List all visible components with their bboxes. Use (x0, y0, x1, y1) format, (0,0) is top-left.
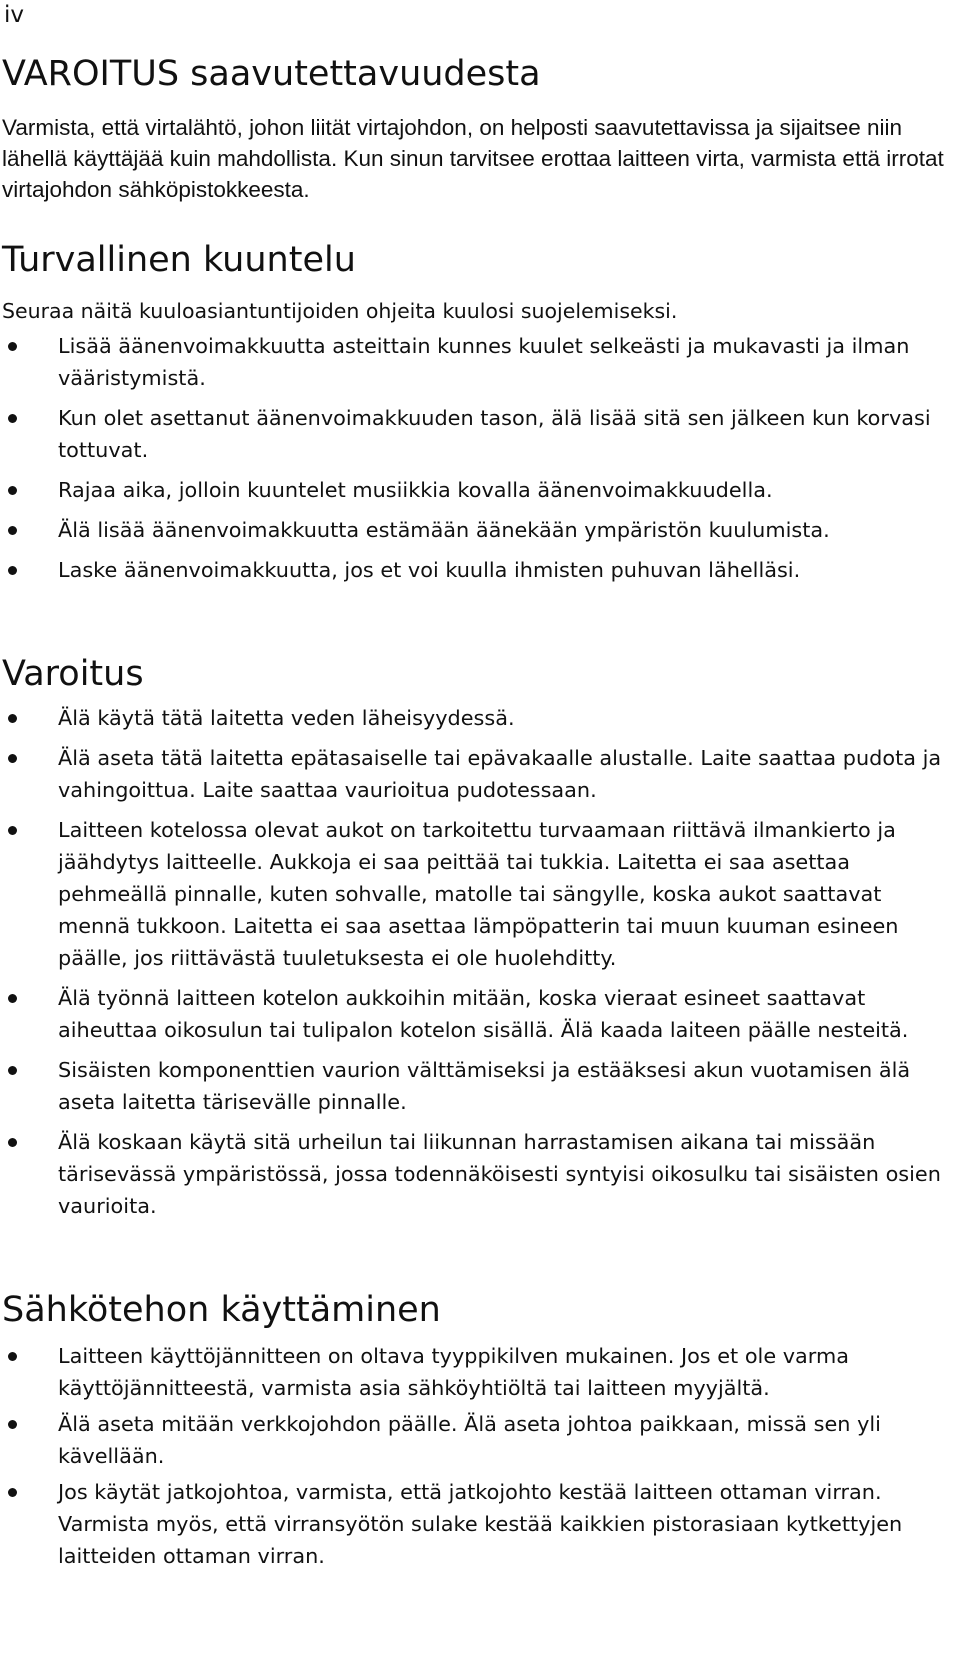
list-item-text: Rajaa aika, jolloin kuuntelet musiikkia kovalla äänenvoimakkuudella. (58, 478, 773, 502)
list-item (0, 1408, 948, 1472)
bullet-icon (8, 342, 17, 351)
list-item (0, 474, 948, 506)
bullet-icon (8, 486, 17, 495)
page-number: iv (4, 2, 25, 28)
list-item (0, 1340, 948, 1404)
bullet-icon (8, 1066, 17, 1075)
bullet-icon (8, 826, 17, 835)
section-paragraph: Varmista, että virtalähtö, johon liität virtajohdon, on helposti saavutettavissa ja sijaitsee niin lähellä käyttäjää kuin mahdollista. Kun sinun tarvitsee erottaa laitteen virta, varmista että irrotat virtajohdon sähköpistokkeesta. (2, 115, 944, 202)
bullet-icon (8, 1352, 17, 1361)
list-item (0, 1054, 948, 1118)
section-heading: Sähkötehon käyttäminen (2, 1290, 441, 1330)
bullet-icon (8, 526, 17, 535)
list-item-text: Kun olet asettanut äänenvoimakkuuden tason, älä lisää sitä sen jälkeen kun korvasi tottuvat. (58, 406, 931, 462)
list-item-text: Jos käytät jatkojohtoa, varmista, että jatkojohto kestää laitteen ottaman virran. Varmista myös, että virransyötön sulake kestää kaikkien pistorasiaan kytkettyjen laitteiden ottaman virran. (58, 1480, 903, 1568)
section-paragraph: Seuraa näitä kuuloasiantuntijoiden ohjeita kuulosi suojelemiseksi. (2, 299, 678, 323)
bullet-icon (8, 1488, 17, 1497)
list-item (0, 1476, 948, 1572)
list-item-text: Älä lisää äänenvoimakkuutta estämään äänekään ympäristön kuulumista. (58, 518, 830, 542)
list-item-text: Älä työnnä laitteen kotelon aukkoihin mitään, koska vieraat esineet saattavat aiheuttaa oikosulun tai tulipalon kotelon sisällä. Älä kaada laiteen päälle nesteitä. (58, 986, 909, 1042)
list-item-text: Laitteen kotelossa olevat aukot on tarkoitettu turvaamaan riittävä ilmankierto ja jäähdytys laitteelle. Aukkoja ei saa peittää tai tukkia. Laitetta ei saa asettaa pehmeällä pinnalle, kuten sohvalle, matolle tai sängylle, koska aukot saattavat mennä tukkoon. Laitetta ei saa asettaa lämpöpatterin tai muun kuuman esineen päälle, jos riittävästä tuuletuksesta ei ole huolehditty. (58, 818, 899, 970)
bullet-icon (8, 1420, 17, 1429)
bullet-icon (8, 1138, 17, 1147)
bullet-icon (8, 994, 17, 1003)
list-item-text: Älä koskaan käytä sitä urheilun tai liikunnan harrastamisen aikana tai missään tärisevässä ympäristössä, jossa todennäköisesti syntyisi oikosulku tai sisäisten osien vaurioita. (58, 1130, 941, 1218)
list-item (0, 982, 948, 1046)
bullet-list (0, 330, 948, 586)
bullet-icon (8, 414, 17, 423)
section-heading: Turvallinen kuuntelu (2, 240, 356, 280)
list-item-text: Laitteen käyttöjännitteen on oltava tyyppikilven mukainen. Jos et ole varma käyttöjännitteestä, varmista asia sähköyhtiöltä tai laitteen myyjältä. (58, 1344, 849, 1400)
list-item (0, 402, 948, 466)
bullet-icon (8, 754, 17, 763)
list-item (0, 330, 948, 394)
section-safe-listening (0, 238, 948, 594)
list-item-text: Älä käytä tätä laitetta veden läheisyydessä. (58, 706, 515, 730)
list-item-text: Laske äänenvoimakkuutta, jos et voi kuulla ihmisten puhuvan lähelläsi. (58, 558, 801, 582)
bullet-list (0, 1340, 948, 1572)
bullet-icon (8, 714, 17, 723)
list-item-text: Lisää äänenvoimakkuutta asteittain kunnes kuulet selkeästi ja mukavasti ja ilman vääristymistä. (58, 334, 910, 390)
list-item (0, 742, 948, 806)
list-item (0, 814, 948, 974)
bullet-icon (8, 566, 17, 575)
list-item-text: Älä aseta mitään verkkojohdon päälle. Älä aseta johtoa paikkaan, missä sen yli kävellään. (58, 1412, 881, 1468)
list-item-text: Sisäisten komponenttien vaurion välttämiseksi ja estääksesi akun vuotamisen älä aseta laitetta tärisevälle pinnalle. (58, 1058, 911, 1114)
list-item (0, 554, 948, 586)
list-item-text: Älä aseta tätä laitetta epätasaiselle tai epävakaalle alustalle. Laite saattaa pudota ja vahingoittua. Laite saattaa vaurioitua pudotessaan. (58, 746, 942, 802)
section-warning (0, 652, 948, 1230)
section-access-warning (0, 52, 948, 205)
bullet-list (0, 702, 948, 1222)
list-item (0, 702, 948, 734)
list-item (0, 514, 948, 546)
section-power-usage (0, 1288, 948, 1576)
section-heading: Varoitus (2, 654, 144, 694)
section-heading: VAROITUS saavutettavuudesta (2, 54, 541, 94)
list-item (0, 1126, 948, 1222)
